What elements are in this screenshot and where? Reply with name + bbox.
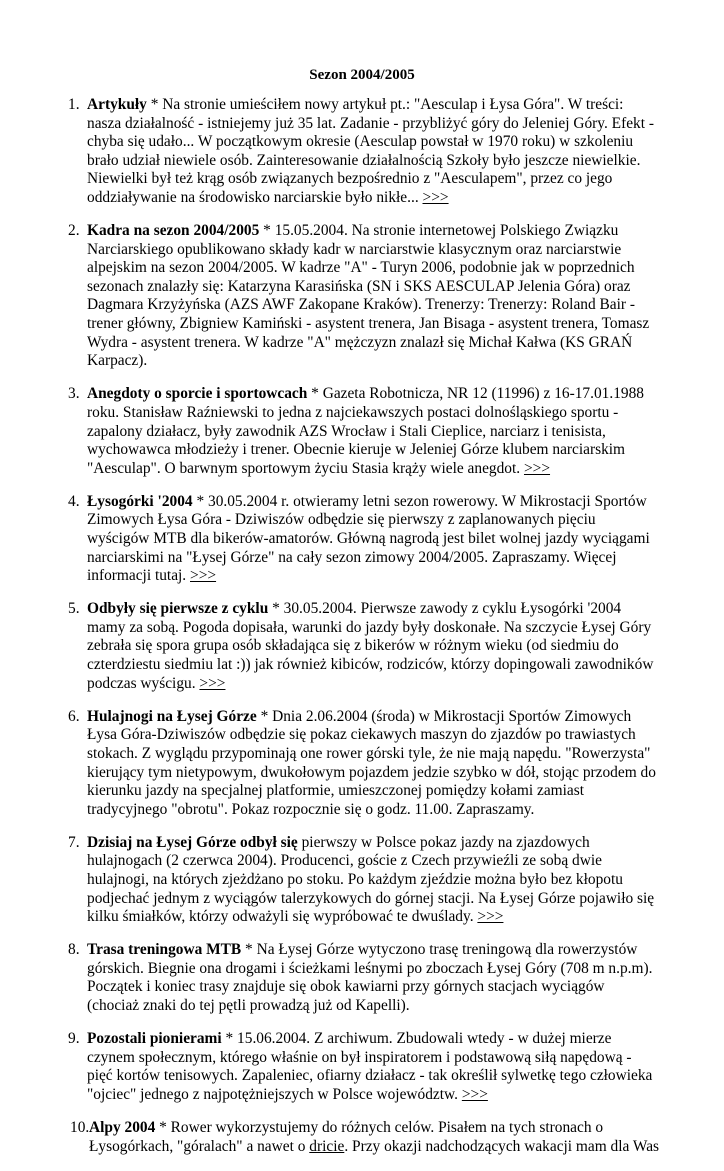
list-item: [0, 96, 724, 208]
read-more-link[interactable]: >>>: [477, 908, 504, 926]
item-number: 1.: [68, 96, 80, 113]
item-text: * Na stronie umieściłem nowy artykuł pt.: "Aesculap i Łysa Góra". W treści: nasza działalność - istniejemy już 35 lat. Zadanie - przybliżyć góry do Jeleniej Góry. Efekt - chyba się udało... W początkowym okresie (Aesculap powstał w 1970 roku) w szkoleniu brało udział niewiele osób. Zainteresowanie działalnością Szkoły było jeszcze niewielkie. Niewielki był też krąg osób związanych bezpośrednio z "Aesculapem", przez co jego oddziaływanie na środowisko narciarskie było nikłe...: [87, 96, 654, 206]
item-number: 8.: [68, 941, 80, 959]
list-item: [0, 493, 724, 586]
item-number: 4.: [68, 492, 80, 510]
dricie-link[interactable]: dricie: [309, 1137, 345, 1155]
list-item: [0, 708, 724, 820]
page-title: Sezon 2004/2005: [309, 67, 415, 83]
item-headline: Dzisiaj na Łysej Górze odbył się: [87, 833, 298, 851]
read-more-link[interactable]: >>>: [190, 567, 217, 585]
item-headline: Artykuły: [87, 96, 147, 113]
item-number: 10.: [70, 1119, 90, 1136]
read-more-link[interactable]: >>>: [422, 188, 449, 206]
item-text: * Gazeta Robotnicza, NR 12 (11996) z 16-17.01.1988 roku. Stanisław Raźniewski to jedna z najciekawszych postaci dolnośląskiego sportu - zapalony działacz, były zawodnik AZS Wrocław i Stali Cieplice, narciarz i tenisista, wychowawca młodzieży i trener. Obecnie kieruje w Jeleniej Górze klubem narciarskim "Aesculap". O barwnym sportowym życiu Stasia krąży wiele anegdot.: [87, 385, 644, 477]
list-item: [0, 1119, 724, 1156]
item-headline: Pozostali pionierami: [87, 1030, 222, 1048]
item-headline: Odbyły się pierwsze z cyklu: [87, 600, 269, 618]
list-item: [0, 222, 724, 371]
item-headline: Trasa treningowa MTB: [87, 941, 242, 959]
read-more-link[interactable]: >>>: [199, 674, 226, 692]
item-number: 6.: [68, 707, 80, 725]
item-text: * 30.05.2004 r. otwieramy letni sezon rowerowy. W Mikrostacji Sportów Zimowych Łysa Góra - Dziwiszów odbędzie się pierwszy z zaplanowanych pięciu wyścigów MTB dla bikerów-amatorów. Główną nagrodą jest bilet wolnej jazdy wyciągami narciarskimi na "Łysej Górze" na cały sezon zimowy 2004/2005. Zapraszamy. Więcej informacji tutaj.: [87, 492, 650, 585]
item-number: 5.: [68, 600, 80, 618]
item-headline: Anegdoty o sporcie i sportowcach: [87, 385, 308, 403]
item-text: * Dnia 2.06.2004 (środa) w Mikrostacji Sportów Zimowych Łysa Góra-Dziwiszów odbędzie się pokaz ciekawych maszyn do zjazdów po trawiastych stokach. Z wyglądu przypominają one rower górski tyle, że nie mają napędu. "Rowerzysta" kierujący tym nietypowym, dwukołowym pojazdem jedzie szybko w dół, stojąc przodem do kierunku jazdy na specjalnej platformie, umieszczonej pomiędzy kołami zamiast tradycyjnego "obrotu". Pokaz rozpocznie się o godz. 11.00. Zapraszamy.: [87, 707, 656, 818]
list-item: [0, 385, 724, 478]
item-headline: Łysogórki '2004: [87, 492, 193, 510]
item-number: 3.: [68, 385, 80, 403]
item-text: * Na Łysej Górze wytyczono trasę treningową dla rowerzystów górskich. Biegnie ona drogami i ścieżkami leśnymi po zboczach Łysej Góry (708 m n.p.m). Początek i koniec trasy znajduje się obok kawiarni przy górnych stacjach wyciągów (chociaż znaki do tej pętli prowadzą już od Kapelli).: [87, 941, 653, 1015]
item-headline: Kadra na sezon 2004/2005: [87, 222, 260, 240]
item-text: pierwszy w Polsce pokaz jazdy na zjazdowych hulajnogach (2 czerwca 2004). Producenci, goście z Czech przywieźli ze sobą dwie hulajnogi, na których zjeżdżano po stoku. Po każdym zjeździe można było bez kłopotu podjechać jednym z wyciągów talerzykowych do górnej stacji. Na Łysej Górze pojawiło się kilku śmiałków, którzy odważyli się wypróbować te dwuślady.: [87, 833, 655, 926]
article-list: [0, 96, 724, 1171]
read-more-link[interactable]: >>>: [523, 459, 551, 477]
read-more-link[interactable]: >>>: [461, 1085, 488, 1103]
item-number: 2.: [68, 222, 80, 240]
item-text: * 15.06.2004. Z archiwum. Zbudowali wtedy - w dużej mierze czynem społecznym, którego właśnie on był inspiratorem i podstawową siłą napędową - pięć kortów tenisowych. Zapaleniec, ofiarny działacz - tak określił sylwetkę tego człowieka "ojciec" jednego z najpotężniejszych w Polsce województw.: [87, 1030, 653, 1103]
item-text: * 15.05.2004. Na stronie internetowej Polskiego Związku Narciarskiego opublikowano składy kadr w narciarstwie klasycznym oraz narciarstwie alpejskim na sezon 2004/2005. W kadrze "A" - Turyn 2006, podobnie jak w poprzednich sezonach znalazły się: Katarzyna Karasińska (SN i SKS AESCULAP Jelenia Góra) oraz Dagmara Krzyżyńska (AZS AWF Zakopane Kraków). Trenerzy: Trenerzy: Roland Bair - trener główny, Zbigniew Kamiński - asystent trenera, Jan Bisaga - asystent trenera, Tomasz Wydra - asystent trenera. W kadrze "A" mężczyzn znalazł się Michał Kałwa (KS GRAŃ Karpacz).: [87, 222, 650, 370]
list-item: [0, 834, 724, 927]
item-headline: Alpy 2004: [89, 1119, 156, 1136]
list-item: [0, 941, 724, 1015]
list-item: [0, 1030, 724, 1104]
item-text: * Rower wykorzystujemy do różnych celów. Pisałem na tych stronach o Łysogórkach, "góralach" a nawet o: [89, 1119, 604, 1155]
item-text-continued: . Przy okazji nadchodzących wakacji mam dla Was: [344, 1137, 660, 1155]
item-text: * 30.05.2004. Pierwsze zawody z cyklu Łysogórki '2004 mamy za sobą. Pogoda dopisała, warunki do jazdy były doskonałe. Na szczycie Łysej Góry zebrała się spora grupa osób składająca się z bikerów w różnym wieku (od siedmiu do czterdziestu siedmiu lat :)) jak również kibiców, rodziców, którzy dopingowali zawodników podczas wyścigu.: [87, 600, 654, 692]
item-number: 7.: [68, 833, 80, 851]
item-headline: Hulajnogi na Łysej Górze: [87, 707, 257, 725]
item-number: 9.: [68, 1030, 80, 1048]
list-item: [0, 600, 724, 693]
